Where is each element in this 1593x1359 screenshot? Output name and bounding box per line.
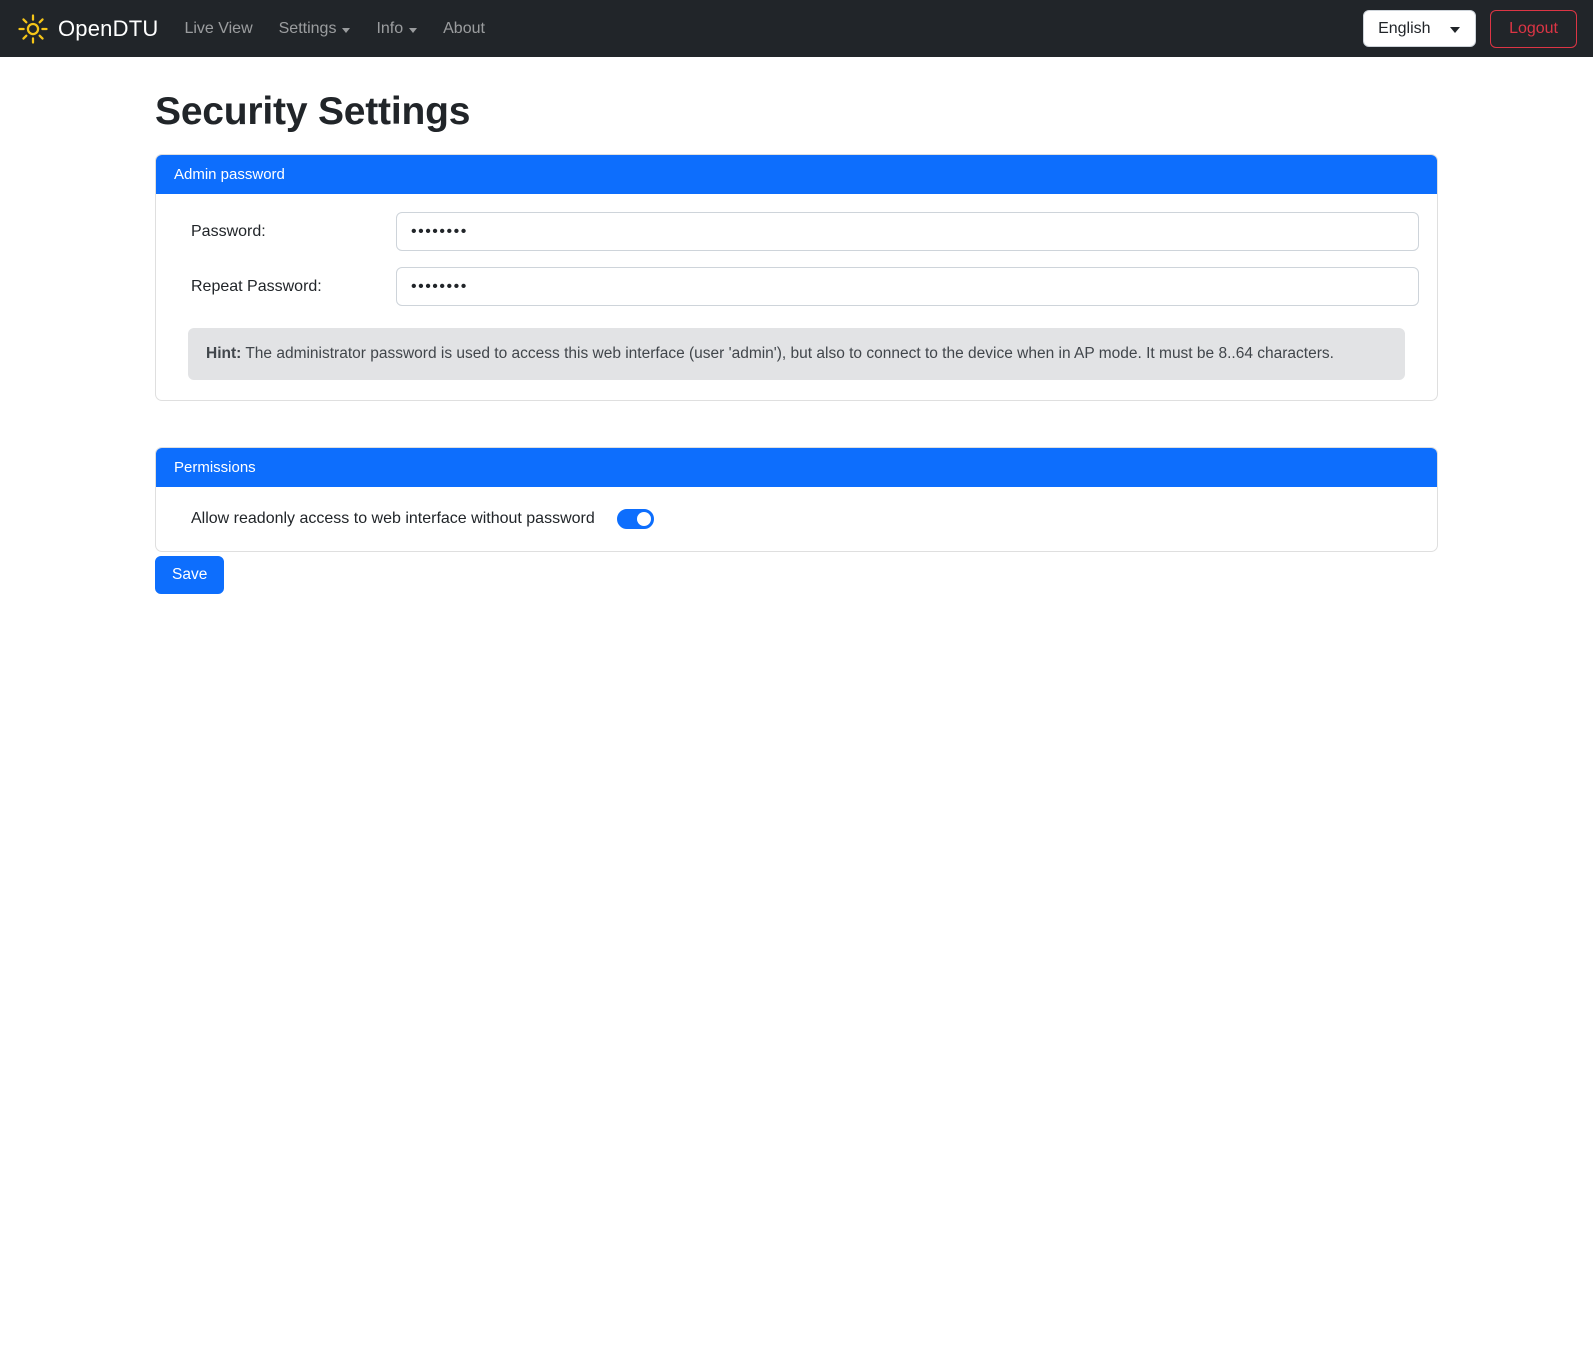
repeat-password-label: Repeat Password: [191,277,322,295]
password-row [174,212,1419,251]
nav-live-view-label: Live View [184,19,253,37]
nav-settings-label: Settings [278,19,337,37]
password-hint [188,328,1405,380]
page [0,90,1593,594]
password-label: Password: [191,222,266,240]
nav-links [184,20,485,38]
readonly-access-label: Allow readonly access to web interface without password [191,510,595,528]
navbar [0,0,1593,57]
nav-about[interactable] [443,20,485,38]
readonly-access-toggle[interactable] [617,509,654,529]
language-select-wrap [1363,10,1476,47]
page-container [155,90,1438,594]
language-select[interactable] [1363,10,1476,47]
sun-icon [18,14,48,44]
readonly-access-row [174,505,1419,531]
chevron-down-icon [409,28,417,33]
admin-password-card-header: Admin password [156,155,1437,194]
nav-info[interactable] [376,20,417,38]
logout-button[interactable]: Logout [1490,10,1577,48]
repeat-password-row [174,267,1419,306]
brand[interactable] [18,14,158,44]
admin-password-card [155,154,1438,401]
admin-password-card-body [156,194,1437,400]
permissions-card [155,447,1438,552]
password-input[interactable] [396,212,1419,251]
brand-title: OpenDTU [58,15,159,41]
password-hint-text: The administrator password is used to access this web interface (user 'admin'), but also to connect to the device when in AP mode. It must be 8..64 characters. [241,345,1334,362]
chevron-down-icon [342,28,350,33]
nav-settings[interactable] [279,20,351,38]
permissions-card-body [156,487,1437,551]
page-title: Security Settings [155,90,471,133]
save-button[interactable]: Save [155,556,224,594]
password-hint-prefix: Hint: [206,345,242,362]
nav-info-label: Info [376,19,404,37]
nav-about-label: About [443,19,485,37]
repeat-password-input[interactable] [396,267,1419,306]
permissions-card-header: Permissions [156,448,1437,487]
nav-live-view[interactable] [184,20,252,38]
navbar-right [1363,10,1577,48]
toggle-knob [637,512,651,526]
